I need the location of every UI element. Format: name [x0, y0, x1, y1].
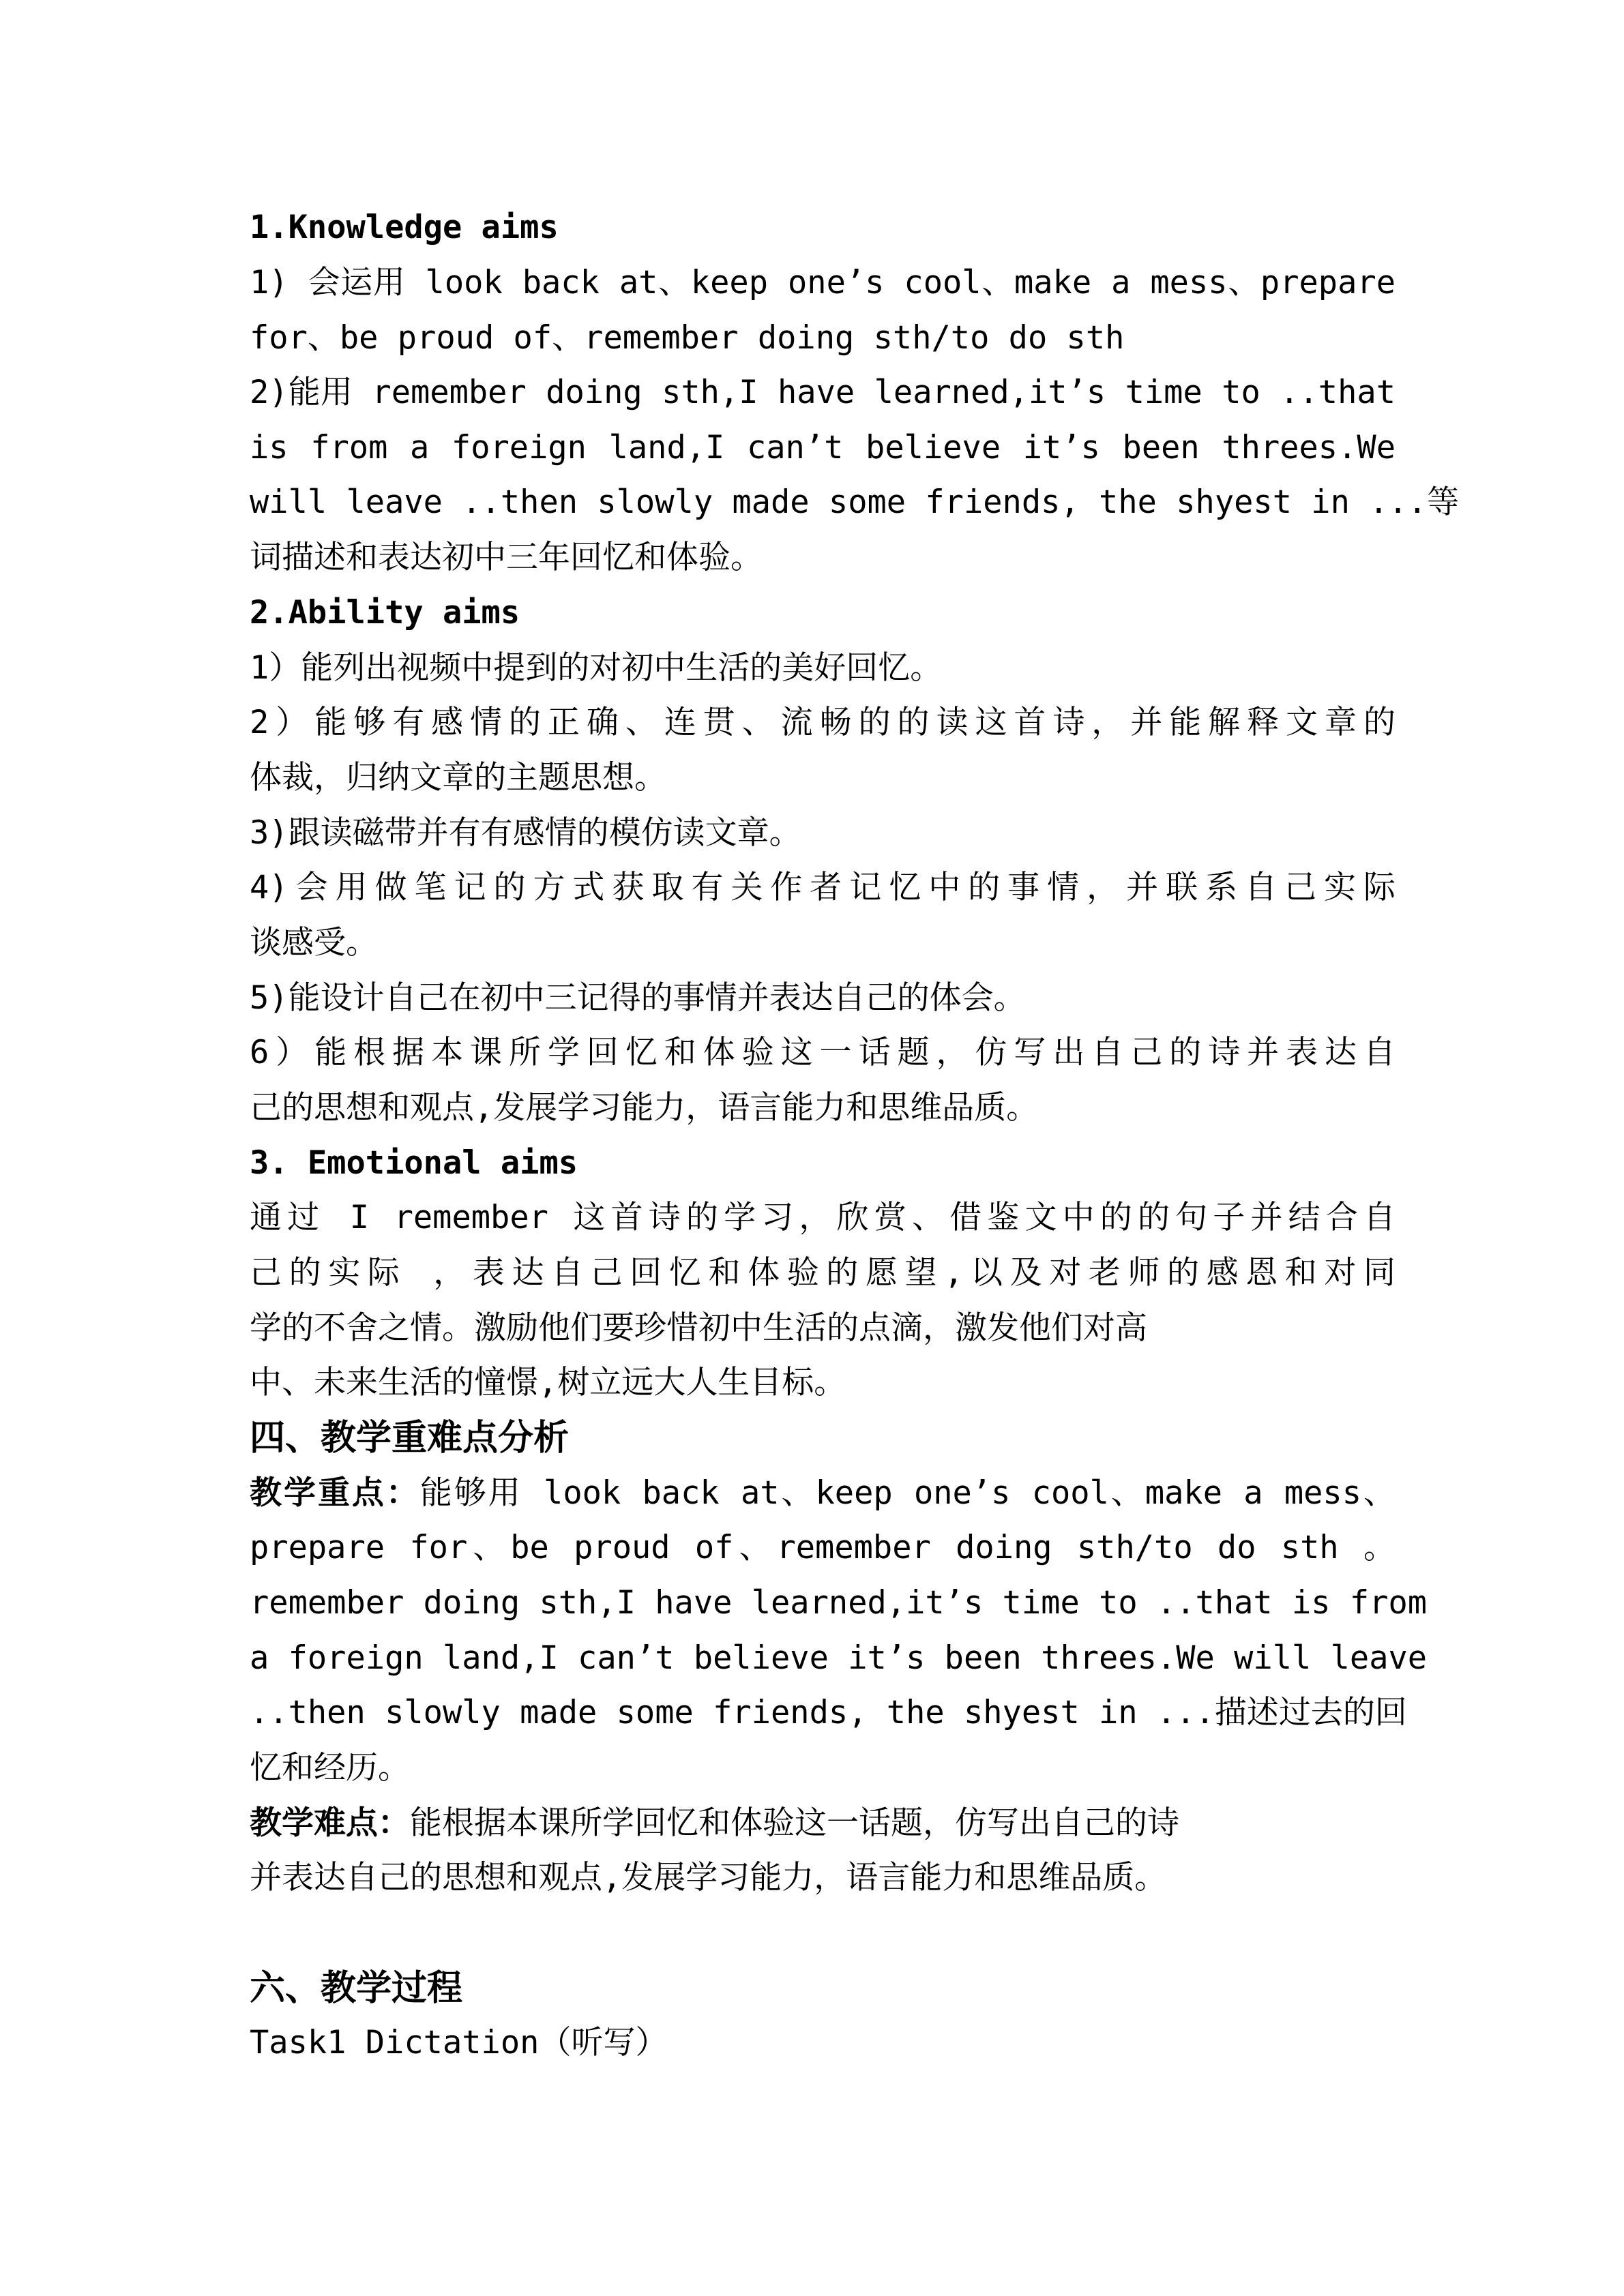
key-points-line: 忆和经历。 — [250, 1749, 410, 1787]
knowledge-aims-line: is from a foreign land,I can’t believe it’s been threes.We — [250, 429, 1396, 466]
key-points-line: ..then slowly made some friends, the shyest in ...描述过去的回 — [250, 1694, 1407, 1731]
ability-aims-line: 己的思想和观点,发展学习能力，语言能力和思维品质。 — [250, 1089, 1039, 1127]
key-points-label: 教学重点： — [250, 1474, 420, 1512]
ability-aims-line: 6）能根据本课所学回忆和体验这一话题，仿写出自己的诗并表达自 — [250, 1034, 1396, 1071]
knowledge-aims-line: 1) 会运用 look back at、keep one’s cool、make a mess、prepare — [250, 264, 1396, 301]
emotional-aims-line: 通过 I remember 这首诗的学习，欣赏、借鉴文中的的句子并结合自 — [250, 1199, 1396, 1236]
ability-aims-line: 1）能列出视频中提到的对初中生活的美好回忆。 — [250, 649, 943, 687]
key-points-line — [250, 1466, 1396, 1521]
ability-aims-line: 2）能够有感情的正确、连贯、流畅的的读这首诗，并能解释文章的 — [250, 704, 1396, 741]
analysis-heading: 四、教学重难点分析 — [250, 1418, 570, 1459]
process-heading: 六、教学过程 — [250, 1968, 463, 2009]
difficult-points-label: 教学难点： — [250, 1804, 410, 1842]
knowledge-aims-line: 词描述和表达初中三年回忆和体验。 — [250, 539, 763, 576]
emotional-aims-title: 3. Emotional aims — [250, 1144, 578, 1182]
knowledge-aims-line: for、be proud of、remember doing sth/to do sth — [250, 319, 1125, 357]
ability-aims-line: 体裁，归纳文章的主题思想。 — [250, 759, 666, 796]
knowledge-aims-title: 1.Knowledge aims — [250, 209, 559, 246]
ability-aims-line: 谈感受。 — [250, 924, 378, 961]
task1-line: Task1 Dictation（听写） — [250, 2024, 668, 2061]
ability-aims-title: 2.Ability aims — [250, 594, 520, 631]
document-page — [250, 0, 1460, 2296]
ability-aims-line: 5)能设计自己在初中三记得的事情并表达自己的体会。 — [250, 979, 1026, 1017]
key-points-line: remember doing sth,I have learned,it’s time to ..that is from — [250, 1584, 1428, 1622]
knowledge-aims-line: 2)能用 remember doing sth,I have learned,it’s time to ..that — [250, 374, 1396, 411]
emotional-aims-line: 学的不舍之情。激励他们要珍惜初中生活的点滴，激发他们对高 — [250, 1309, 1147, 1347]
difficult-points-line: 并表达自己的思想和观点,发展学习能力，语言能力和思维品质。 — [250, 1859, 1167, 1896]
ability-aims-line: 3)跟读磁带并有有感情的模仿读文章。 — [250, 814, 801, 852]
ability-aims-line: 4)会用做笔记的方式获取有关作者记忆中的事情，并联系自己实际 — [250, 869, 1396, 906]
key-points-line: a foreign land,I can’t believe it’s been threes.We will leave — [250, 1639, 1428, 1677]
emotional-aims-line: 己的实际 ，表达自己回忆和体验的愿望,以及对老师的感恩和对同 — [250, 1254, 1396, 1292]
difficult-points-text: 能根据本课所学回忆和体验这一话题，仿写出自己的诗 — [410, 1804, 1179, 1842]
knowledge-aims-line: will leave ..then slowly made some friends, the shyest in ...等 — [250, 483, 1460, 521]
key-points-line: prepare for、be proud of、remember doing sth/to do sth 。 — [250, 1529, 1396, 1566]
difficult-points-line — [250, 1796, 1396, 1851]
emotional-aims-line: 中、未来生活的憧憬,树立远大人生目标。 — [250, 1364, 846, 1401]
key-points-text: 能够用 look back at、keep one’s cool、make a mess、 — [419, 1474, 1396, 1512]
